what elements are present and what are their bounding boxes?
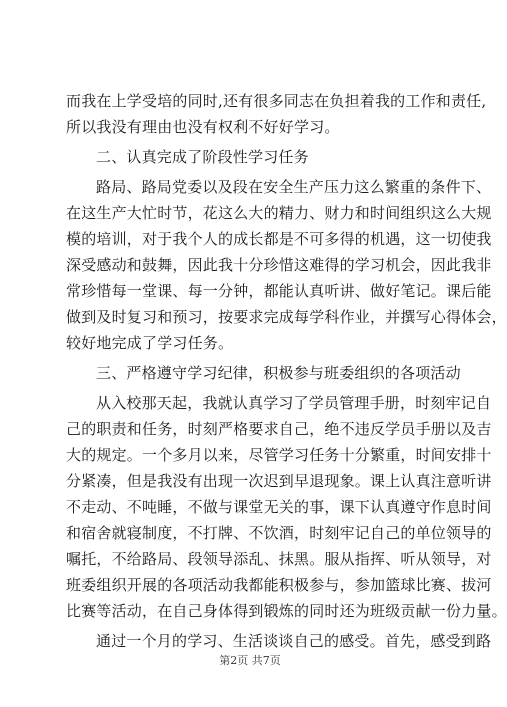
page-number: 第2页 共7页 (219, 654, 281, 667)
text-line: 较好地完成了学习任务。 (66, 334, 234, 352)
text-line: 嘱托，不给路局、段领导添乱、抹黑。服从指挥、听从领导，对 (66, 550, 492, 568)
text-line: 通过一个月的学习、生活谈谈自己的感受。首先，感受到路 (96, 632, 492, 650)
text-line: 分紧凑，但是我没有出现一次迟到早退现象。课上认真注意听讲 (66, 472, 492, 490)
text-line: 路局、路局党委以及段在安全生产压力这么繁重的条件下、 (96, 178, 492, 196)
text-line: 和宿舍就寝制度，不打牌、不饮酒，时刻牢记自己的单位领导的 (66, 524, 492, 542)
text-line: 不走动、不吨睡，不做与课堂无关的事，课下认真遵守作息时间 (66, 498, 492, 516)
text-line: 所以我没有理由也没有权利不好好学习。 (66, 118, 340, 136)
text-line: 做到及时复习和预习，按要求完成每学科作业，并撰写心得体会， (66, 308, 507, 326)
text-line: 从入校那天起，我就认真学习了学员管理手册，时刻牢记自 (96, 394, 492, 412)
text-line: 而我在上学受培的同时,还有很多同志在负担着我的工作和责任, (66, 92, 487, 110)
text-line: 深受感动和鼓舞，因此我十分珍惜这难得的学习机会，因此我非 (66, 256, 492, 274)
document-body (66, 88, 507, 654)
text-line: 常珍惜每一堂课、每一分钟，都能认真听讲、做好笔记。课后能 (66, 282, 492, 300)
section-heading: 二、认真完成了阶段性学习任务 (96, 148, 309, 166)
text-line: 班委组织开展的各项活动我都能积极参与，参加篮球比赛、拔河 (66, 576, 492, 594)
text-line: 比赛等活动，在自己身体得到锻炼的同时还为班级贡献一份力量。 (66, 602, 507, 620)
text-line: 己的职责和任务，时刻严格要求自己，绝不违反学员手册以及吉 (66, 420, 492, 438)
text-line: 模的培训，对于我个人的成长都是不可多得的机遇，这一切使我 (66, 230, 492, 248)
text-line: 在这生产大忙时节，花这么大的精力、财力和时间组织这么大规 (66, 204, 492, 222)
section-heading: 三、严格遵守学习纪律，积极参与班委组织的各项活动 (96, 364, 461, 382)
text-line: 大的规定。一个多月以来，尽管学习任务十分繁重，时间安排十 (66, 446, 492, 464)
